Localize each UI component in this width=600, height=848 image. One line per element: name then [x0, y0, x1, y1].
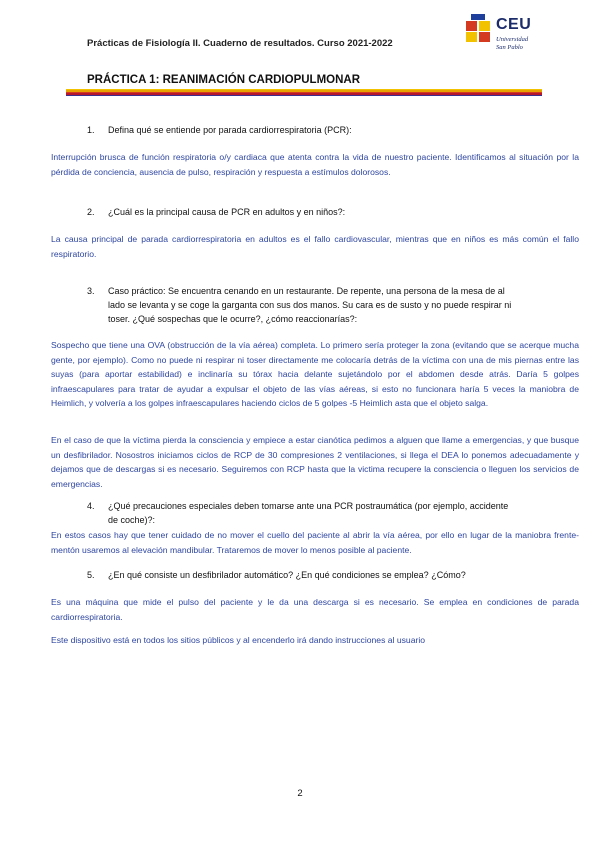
answer-5-part-1: Es una máquina que mide el pulso del paciente y le da una descarga si es necesario. Se emplea en condiciones de parada cardiorrespiratoria.: [51, 597, 579, 622]
logo-university-name: San Pablo: [496, 44, 523, 51]
question-4-text: ¿Qué precauciones especiales deben tomarse ante una PCR postraumática (por ejemplo, accidente de coche)?:: [108, 501, 509, 525]
logo-university: [496, 36, 528, 52]
question-3-number: 3.: [87, 286, 95, 296]
page-number: 2: [297, 788, 303, 799]
question-1: [87, 123, 352, 137]
logo-university-word: Universidad: [496, 36, 529, 43]
university-logo: [466, 14, 576, 54]
question-2-number: 2.: [87, 207, 95, 217]
question-2: [87, 205, 345, 219]
question-5-number: 5.: [87, 570, 95, 580]
ceu-crest-icon: [466, 14, 490, 42]
stripe-line-5: [66, 95, 542, 96]
answer-4: En estos casos hay que tener cuidado de no mover el cuello del paciente al abrir la vía aérea, por ello en lugar de la maniobra frente-mentón usaremos al elevación mandibular. Trataremos de mover lo menos posible al paciente.: [51, 530, 579, 555]
question-2-text: ¿Cuál es la principal causa de PCR en adultos y en niños?:: [108, 207, 346, 217]
logo-brand: CEU: [496, 16, 532, 33]
question-1-number: 1.: [87, 125, 95, 135]
question-4: [87, 499, 516, 527]
color-stripe: [66, 89, 542, 96]
answer-2: La causa principal de parada cardiorrespiratoria en adultos es el fallo cardiovascular, mientras que en niños es más común el fallo respiratorio.: [51, 234, 579, 259]
answer-3-part-1: Sospecho que tiene una OVA (obstrucción de la vía aérea) completa. Lo primero sería proteger la zona (evitando que se acerque mucha gente, por ejemplo). Como no puede ni respirar ni toser directamente me colocaría detrás de la víctima con una de mis piernas entre las suyas (para aportar estabilidad) e inclinaría su tórax hacia delante sujetándolo por el abdomen desde atrás. Daría 5 golpes infraescapulares para tratar de ayudar a expulsar el objeto de las vías aéreas, si esto no funcionara haría 5 veces la maniobra de Heimlich, y volvería a los golpes infraescapulares haciendo ciclos de 5 golpes -5 Heimlich asta que el objeto salga.: [51, 340, 579, 408]
question-3: [87, 284, 516, 326]
question-4-number: 4.: [87, 501, 95, 511]
question-5: [87, 568, 466, 582]
answer-3-part-2: En el caso de que la víctima pierda la consciencia y empiece a estar cianótica pedimos a alguen que llame a emergencias, y que busque un desfibrilador. Nosostros iniciamos ciclos de RCP de 30 compresiones 2 ventilaciones, si llega el DEA lo ponemos adecuadamente y dejamos que de descargas si es necesario. Seguiremos con RCP hasta que la victima recupere la consciencia o lleguen los servicios de emergencias.: [51, 435, 579, 489]
question-5-text: ¿En qué consiste un desfibrilador automático? ¿En qué condiciones se emplea? ¿Cómo?: [108, 570, 466, 580]
question-1-text: Defina qué se entiende por parada cardiorrespiratoria (PCR):: [108, 125, 352, 135]
header-course-line: Prácticas de Fisiología II. Cuaderno de resultados. Curso 2021-2022: [87, 38, 393, 49]
answer-1: Interrupción brusca de función respiratoria o/y cardiaca que atenta contra la vida de nuestro paciente. Identificamos al situación por la pérdida de conciencia, ausencia de pulso, respiración y respuesta a estímulos dolorosos.: [51, 152, 579, 177]
practice-title: PRÁCTICA 1: REANIMACIÓN CARDIOPULMONAR: [87, 74, 361, 86]
question-3-text: Caso práctico: Se encuentra cenando en un restaurante. De repente, una persona de la mesa de al lado se levanta y se coge la garganta con sus dos manos. Su cara es de susto y no puede respirar ni toser. ¿Qué sospechas que le ocurre?, ¿cómo reaccionarías?:: [108, 286, 512, 324]
answer-5-part-2: Este dispositivo está en todos los sitios públicos y al encenderlo irá dando instrucciones al usuario: [51, 635, 426, 645]
